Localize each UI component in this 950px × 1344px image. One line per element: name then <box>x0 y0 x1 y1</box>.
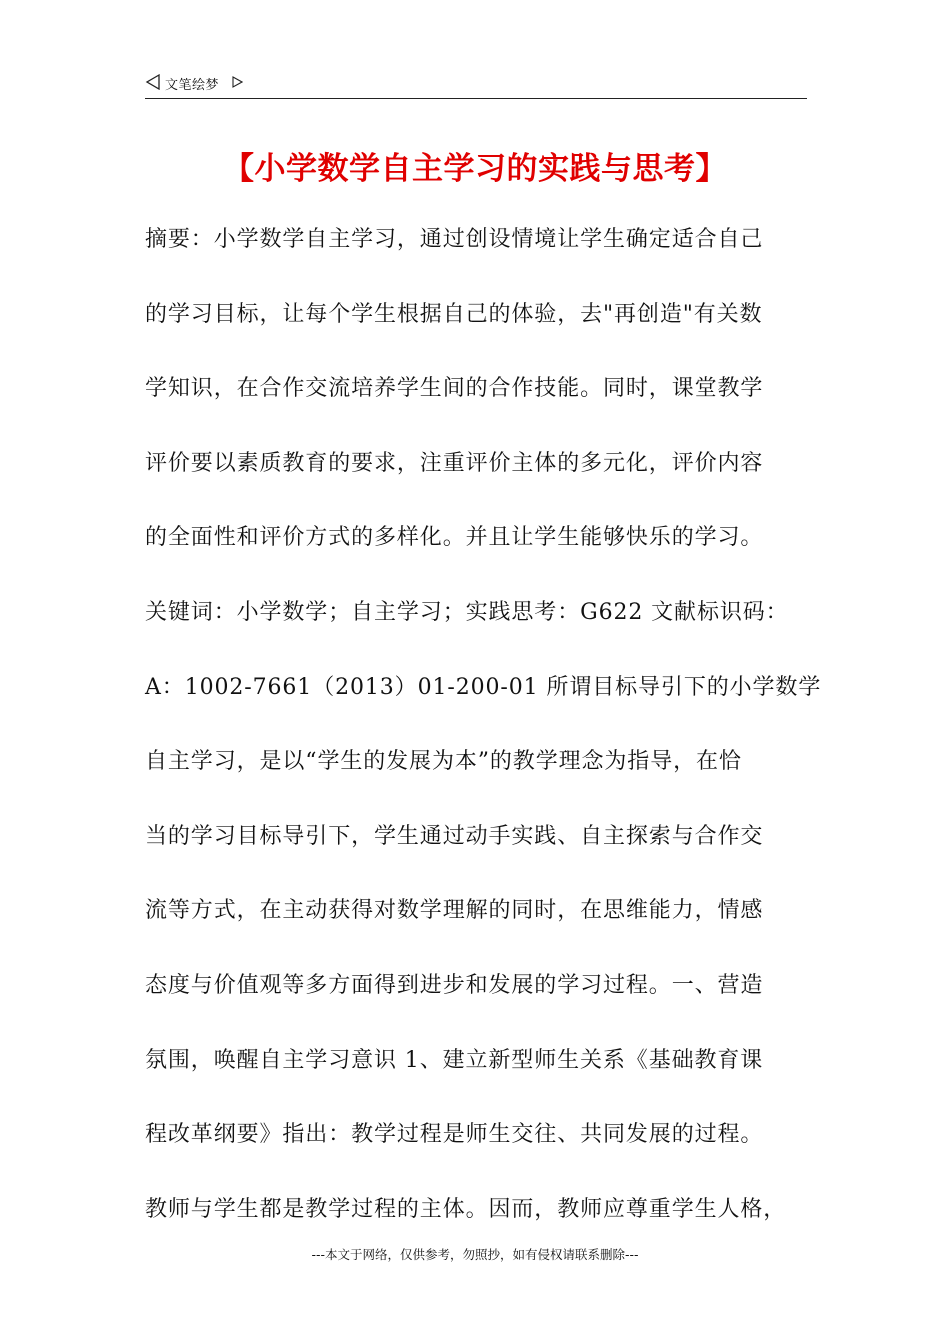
body-line: 流等方式，在主动获得对数学理解的同时，在思维能力，情感 <box>145 898 764 924</box>
body-line: 教师与学生都是教学过程的主体。因而，教师应尊重学生人格， <box>145 1196 787 1222</box>
body-line: 自主学习，是以“学生的发展为本”的教学理念为指导，在恰 <box>145 749 742 775</box>
body-line: 评价要以素质教育的要求，注重评价主体的多元化，评价内容 <box>145 450 764 476</box>
triangle-right-icon <box>231 76 243 88</box>
body-line: 关键词：小学数学；自主学习；实践思考：G622 文献标识码： <box>145 599 789 625</box>
body-line: 摘要：小学数学自主学习，通过创设情境让学生确定适合自己 <box>145 227 764 252</box>
page-header <box>145 72 807 99</box>
body-line: 程改革纲要》指出：教学过程是师生交往、共同发展的过程。 <box>145 1122 764 1148</box>
triangle-left-icon <box>145 74 161 90</box>
body-line: 的全面性和评价方式的多样化。并且让学生能够快乐的学习。 <box>145 525 764 551</box>
body-line: A：1002-7661（2013）01-200-01 所谓目标导引下的小学数学 <box>145 674 822 700</box>
body-line: 当的学习目标导引下，学生通过动手实践、自主探索与合作交 <box>145 823 764 849</box>
header-brand: 文笔绘梦 <box>165 78 220 93</box>
body-line: 氛围，唤醒自主学习意识 1、建立新型师生关系《基础教育课 <box>145 1047 764 1073</box>
page-footer-disclaimer: ---本文于网络，仅供参考，勿照抄，如有侵权请联系删除--- <box>311 1247 639 1262</box>
document-title: 【小学数学自主学习的实践与思考】 <box>223 151 727 187</box>
body-line: 态度与价值观等多方面得到进步和发展的学习过程。一、营造 <box>145 972 764 998</box>
document-body <box>145 203 822 1247</box>
body-line: 的学习目标，让每个学生根据自己的体验，去"再创造"有关数 <box>145 301 763 327</box>
body-line: 学知识，在合作交流培养学生间的合作技能。同时，课堂教学 <box>145 376 764 402</box>
